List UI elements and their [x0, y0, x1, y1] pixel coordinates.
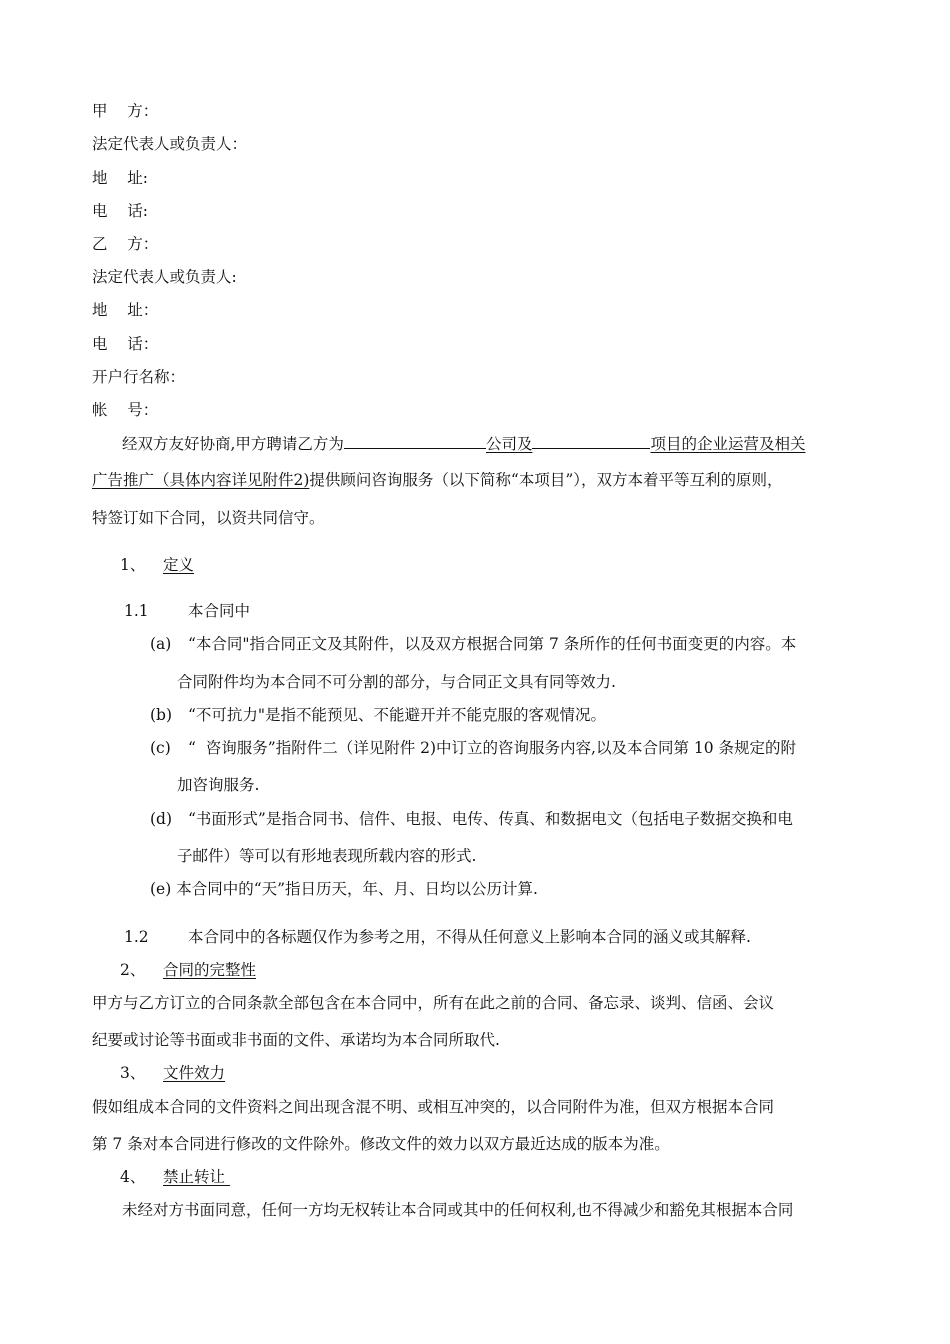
section-4-number: 4、 — [120, 1168, 146, 1186]
item-c-mark: (c) — [150, 739, 171, 757]
company-blank — [344, 433, 486, 449]
party-a-label: 甲 方： — [92, 102, 159, 120]
party-a-address: 地 址: — [92, 169, 148, 187]
section-3-line-2: 第 7 条对本合同进行修改的文件除外。修改文件的效力以双方最近达成的版本为准。 — [92, 1135, 670, 1153]
item-c-line-1: “ 咨询服务”指附件二（详见附件 2)中订立的咨询服务内容,以及本合同第 10 条规定的附 — [188, 739, 797, 757]
item-a-mark: (a) — [150, 635, 172, 653]
item-a-line-1: “本合同"指合同正文及其附件，以及双方根据合同第 7 条所作的任何书面变更的内容。本 — [188, 635, 797, 653]
intro-text-2b: 提供顾问咨询服务（以下简称“本项目”），双方本着平等互利的原则， — [309, 471, 783, 489]
party-b-phone: 电 话： — [92, 335, 159, 353]
intro-line-1 — [122, 433, 805, 454]
intro-text-1a: 经双方友好协商,甲方聘请乙方为 — [122, 435, 344, 453]
intro-text-1b: 公司及 — [485, 435, 533, 453]
intro-line-2 — [92, 470, 783, 490]
clause-1-1-number: 1.1 — [124, 602, 149, 620]
item-c-line-2: 加咨询服务. — [177, 776, 260, 794]
item-d-line-1: “书面形式”是指合同书、信件、电报、电传、传真、和数据电文（包括电子数据交换和电 — [188, 810, 793, 828]
section-3-number: 3、 — [120, 1064, 146, 1082]
intro-text-2a: 广告推广（具体内容详见附件2) — [92, 471, 310, 489]
item-d-line-2: 子邮件）等可以有形地表现所载内容的形式. — [177, 847, 477, 865]
clause-1-2-number: 1.2 — [124, 928, 149, 946]
section-4-line-1: 未经对方书面同意，任何一方均无权转让本合同或其中的任何权利,也不得减少和豁免其根据本合同 — [122, 1201, 794, 1219]
item-b-line-1: “不可抗力"是指不能预见、不能避开并不能克服的客观情况。 — [188, 706, 607, 724]
section-2-number: 2、 — [120, 961, 146, 979]
item-e-line: (e) 本合同中的“天”指日历天，年、月、日均以公历计算. — [150, 880, 538, 898]
party-b-representative: 法定代表人或负责人: — [92, 268, 237, 286]
clause-1-2-text: 本合同中的各标题仅作为参考之用，不得从任何意义上影响本合同的涵义或其解释. — [188, 928, 751, 946]
party-a-representative: 法定代表人或负责人： — [92, 135, 248, 153]
intro-text-1c: 项目的企业运营及相关 — [650, 435, 806, 453]
party-b-address: 地 址： — [92, 301, 159, 319]
section-2-line-2: 纪要或讨论等书面或非书面的文件、承诺均为本合同所取代. — [92, 1031, 500, 1049]
party-a-phone: 电 话: — [92, 202, 148, 220]
section-3-line-1: 假如组成本合同的文件资料之间出现含混不明、或相互冲突的，以合同附件为准，但双方根据本合同 — [92, 1098, 775, 1116]
item-a-line-2: 合同附件均为本合同不可分割的部分，与合同正文具有同等效力. — [177, 673, 616, 691]
intro-line-3: 特签订如下合同，以资共同信守。 — [92, 509, 325, 527]
section-3-title: 文件效力 — [163, 1064, 226, 1082]
project-blank — [532, 433, 650, 449]
item-b-mark: (b) — [150, 706, 173, 724]
item-d-mark: (d) — [150, 810, 173, 828]
intro-underlined-span — [344, 435, 806, 453]
section-4-title: 禁止转让 — [163, 1168, 230, 1186]
party-b-account: 帐 号： — [92, 401, 159, 419]
section-2-line-1: 甲方与乙方订立的合同条款全部包含在本合同中，所有在此之前的合同、备忘录、谈判、信函、会议 — [92, 994, 775, 1012]
party-b-label: 乙 方： — [92, 235, 159, 253]
section-1-number: 1、 — [120, 556, 146, 574]
clause-1-1-text: 本合同中 — [188, 602, 251, 620]
section-1-title: 定义 — [163, 556, 195, 574]
party-b-bank-name: 开户行名称： — [92, 368, 186, 386]
section-2-title: 合同的完整性 — [163, 961, 257, 979]
